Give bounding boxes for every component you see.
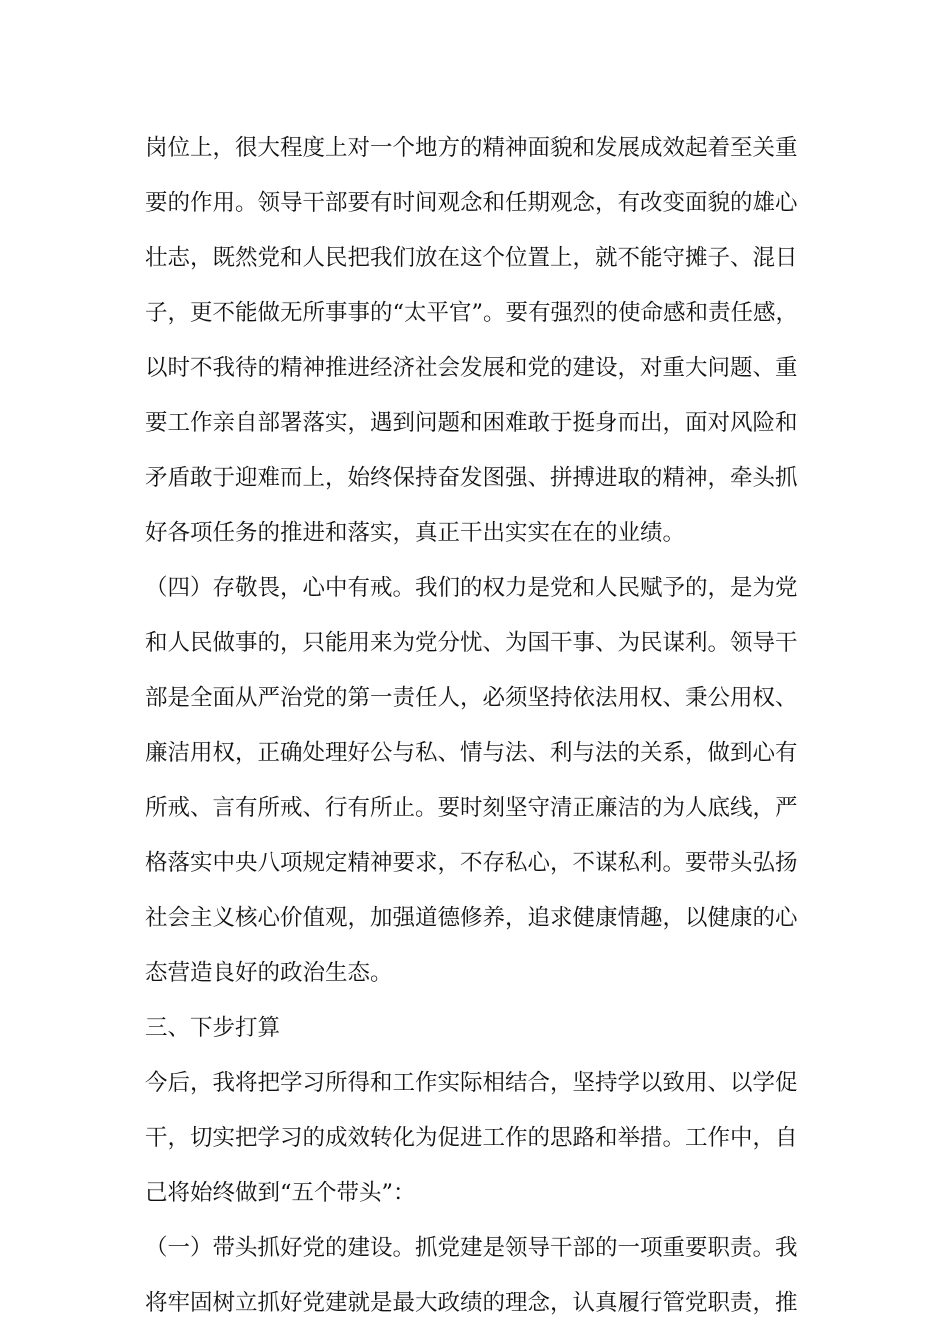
text-line: 以时不我待的精神推进经济社会发展和党的建设，对重大问题、重 xyxy=(145,355,798,381)
text-line: 态营造良好的政治生态。 xyxy=(145,960,393,986)
section-heading: 三、下步打算 xyxy=(145,1015,281,1041)
text-line: 子，更不能做无所事事的“太平官”。要有强烈的使命感和责任感， xyxy=(145,300,799,326)
text-line: 要的作用。领导干部要有时间观念和任期观念，有改变面貌的雄心 xyxy=(145,190,798,216)
text-line: 格落实中央八项规定精神要求，不存私心，不谋私利。要带头弘扬 xyxy=(145,850,798,876)
text-line: 岗位上，很大程度上对一个地方的精神面貌和发展成效起着至关重 xyxy=(145,135,798,161)
text-line: 好各项任务的推进和落实，真正干出实实在在的业绩。 xyxy=(145,520,686,546)
text-line: 廉洁用权，正确处理好公与私、情与法、利与法的关系，做到心有 xyxy=(145,740,798,766)
text-line: 部是全面从严治党的第一责任人，必须坚持依法用权、秉公用权、 xyxy=(145,685,798,711)
text-line: 矛盾敢于迎难而上，始终保持奋发图强、拼搏进取的精神，牵头抓 xyxy=(145,465,798,491)
text-line: 壮志，既然党和人民把我们放在这个位置上，就不能守摊子、混日 xyxy=(145,245,798,271)
text-line: 己将始终做到“五个带头”： xyxy=(145,1180,416,1206)
section-heading-line: （一）带头抓好党的建设。抓党建是领导干部的一项重要职责。我 xyxy=(145,1235,798,1261)
text-line: 和人民做事的，只能用来为党分忧、为国干事、为民谋利。领导干 xyxy=(145,630,798,656)
text-line: 社会主义核心价值观，加强道德修养，追求健康情趣，以健康的心 xyxy=(145,905,798,931)
text-line: 干，切实把学习的成效转化为促进工作的思路和举措。工作中，自 xyxy=(145,1125,798,1151)
section-heading-line: （四）存敬畏，心中有戒。我们的权力是党和人民赋予的，是为党 xyxy=(145,575,798,601)
text-line: 今后，我将把学习所得和工作实际相结合，坚持学以致用、以学促 xyxy=(145,1070,798,1096)
text-line: 要工作亲自部署落实，遇到问题和困难敢于挺身而出，面对风险和 xyxy=(145,410,798,436)
text-line: 所戒、言有所戒、行有所止。要时刻坚守清正廉洁的为人底线，严 xyxy=(145,795,798,821)
text-line: 将牢固树立抓好党建就是最大政绩的理念，认真履行管党职责，推 xyxy=(145,1290,798,1316)
